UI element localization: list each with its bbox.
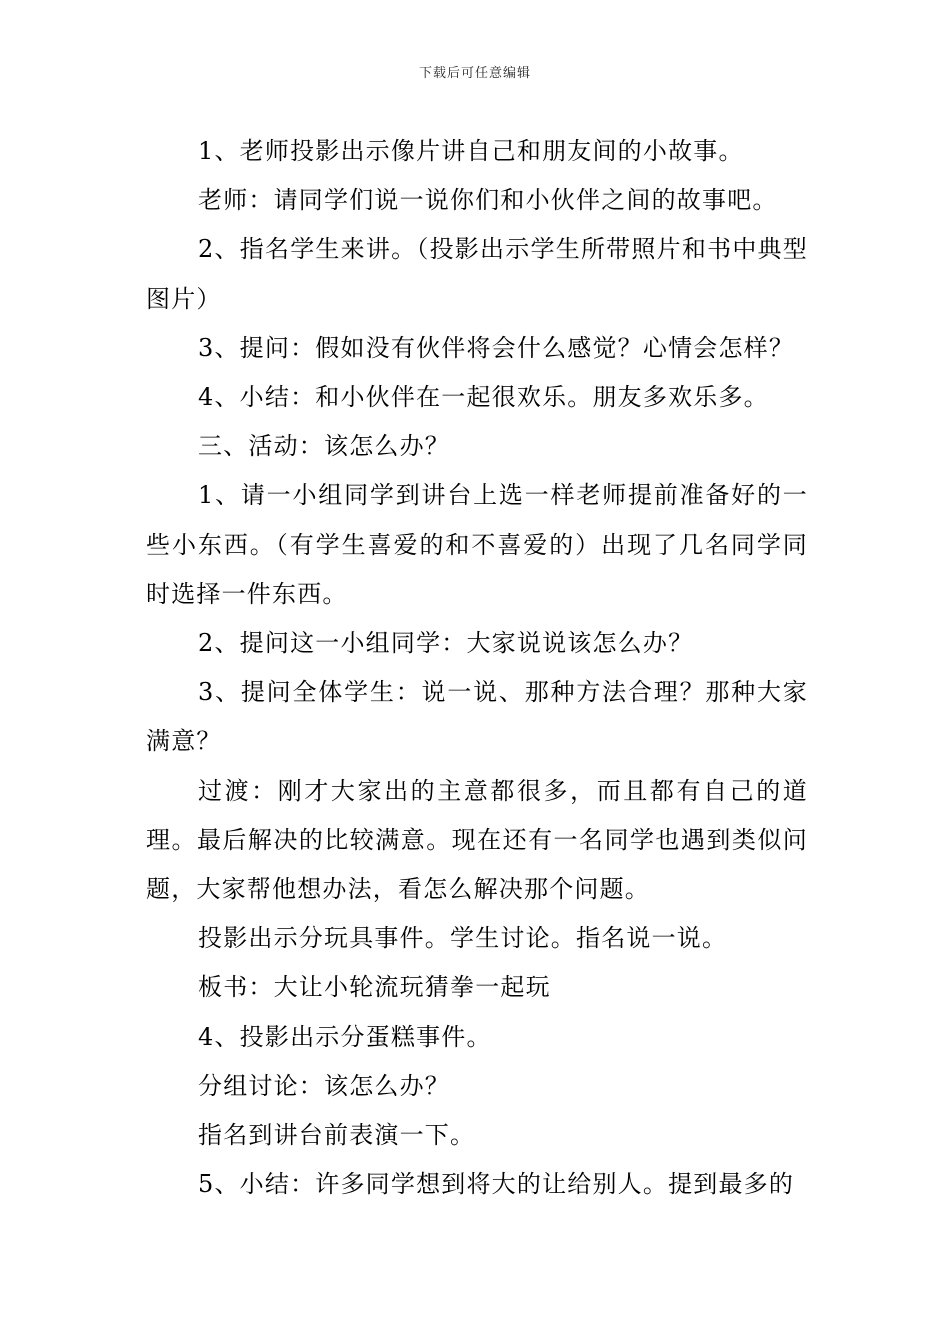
paragraph: 分组讨论：该怎么办？ [198,1071,450,1100]
paragraph: 板书：大让小轮流玩猜拳一起玩 [198,973,551,1002]
paragraph: 2、指名学生来讲。（投影出示学生所带照片和书中典型图片） [146,235,808,313]
paragraph: 3、提问全体学生：说一说、那种方法合理？那种大家满意？ [146,678,808,756]
paragraph: 1、请一小组同学到讲台上选一样老师提前准备好的一些小东西。（有学生喜爱的和不喜爱的）出现了几名同学同时选择一件东西。 [146,481,808,608]
paragraph: 4、小结：和小伙伴在一起很欢乐。朋友多欢乐多。 [198,383,769,412]
paragraph: 2、提问这一小组同学：大家说说该怎么办？ [198,629,694,658]
paragraph: 指名到讲台前表演一下。 [198,1121,476,1150]
paragraph: 4、投影出示分蛋糕事件。 [198,1022,492,1051]
paragraph: 3、提问：假如没有伙伴将会什么感觉？心情会怎样？ [198,333,795,362]
paragraph: 5、小结：许多同学想到将大的让给别人。提到最多的 [198,1170,795,1199]
paragraph: 1、老师投影出示像片讲自己和朋友间的小故事。 [198,137,744,165]
section-heading: 三、活动：该怎么办？ [198,432,450,461]
paragraph: 投影出示分玩具事件。学生讨论。指名说一说。 [198,924,728,953]
document-body [146,127,808,1209]
paragraph: 过渡：刚才大家出的主意都很多，而且都有自己的道理。最后解决的比较满意。现在还有一名同学也遇到类似问题，大家帮他想办法，看怎么解决那个问题。 [146,776,808,904]
page-header: 下载后可任意编辑 [418,66,531,81]
paragraph: 老师：请同学们说一说你们和小伙伴之间的故事吧。 [198,186,778,215]
